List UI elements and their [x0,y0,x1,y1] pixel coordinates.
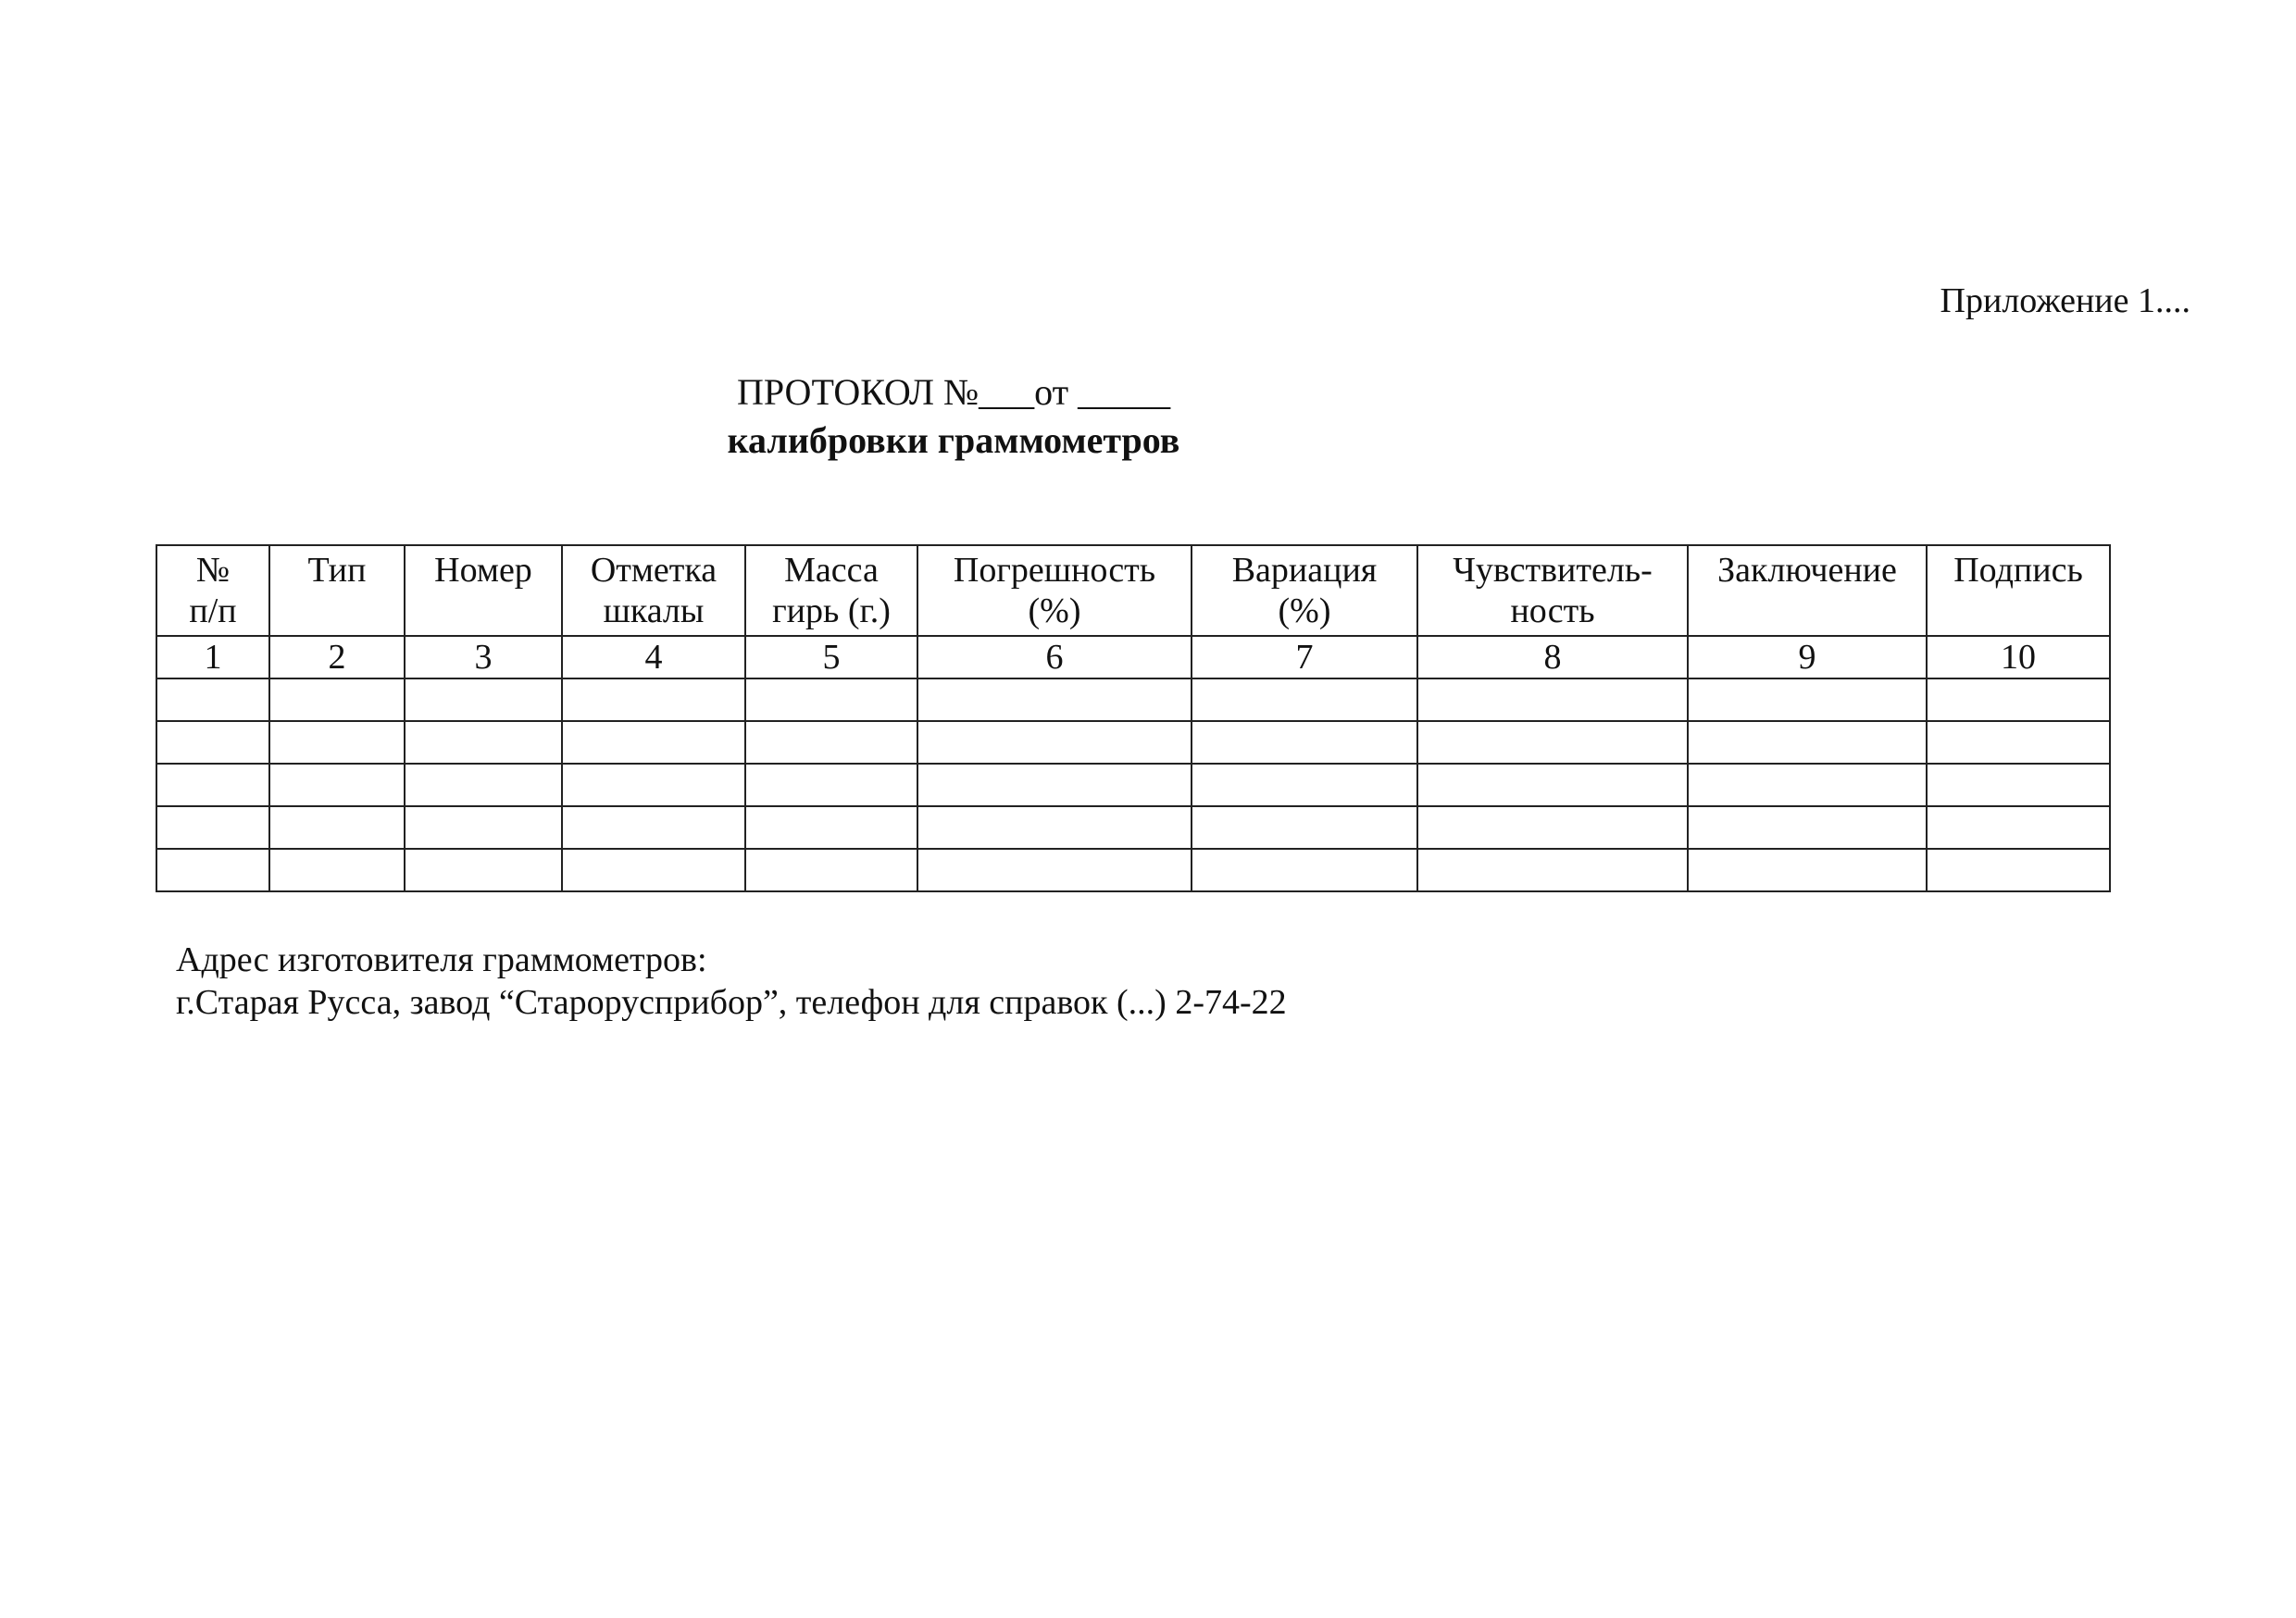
table-cell [1192,678,1417,721]
header-cell-weight-mass: Масса гирь (г.) [745,545,917,636]
table-cell [1192,849,1417,891]
table-cell [156,849,269,891]
protocol-subtitle: калибровки граммометров [727,419,1180,461]
table-cell [156,806,269,849]
table-cell [562,849,745,891]
header-cell-index: № п/п [156,545,269,636]
column-number: 8 [1417,636,1688,678]
header-row [156,545,2110,636]
table-cell [1927,721,2110,764]
table-cell [562,806,745,849]
table-cell [745,849,917,891]
header-cell-scale-mark: Отметка шкалы [562,545,745,636]
table-cell [1417,678,1688,721]
header-cell-variation: Вариация (%) [1192,545,1417,636]
table-cell [1688,806,1927,849]
table-cell [562,721,745,764]
table-cell [405,849,562,891]
header-cell-signature: Подпись [1927,545,2110,636]
header-cell-type: Тип [269,545,405,636]
column-number: 1 [156,636,269,678]
table-cell [1192,764,1417,806]
table-cell [1417,764,1688,806]
table-cell [1417,721,1688,764]
column-number: 10 [1927,636,2110,678]
protocol-table [156,544,2111,892]
title-block [0,368,2296,465]
address-details: г.Старая Русса, завод “Старорусприбор”, телефон для справок (...) 2-74-22 [176,983,1287,1022]
table-cell [917,849,1192,891]
table-cell [562,678,745,721]
table-cell [1927,849,2110,891]
table-cell [745,764,917,806]
table-cell [745,806,917,849]
table-cell [917,721,1192,764]
column-number: 6 [917,636,1192,678]
header-cell-error: Погрешность (%) [917,545,1192,636]
table-cell [156,764,269,806]
table-cell [1688,721,1927,764]
header-cell-number: Номер [405,545,562,636]
table-cell [269,806,405,849]
table-cell [917,764,1192,806]
table-cell [405,806,562,849]
table-cell [1927,764,2110,806]
table-cell [1688,678,1927,721]
table-cell [269,849,405,891]
table-cell [1927,806,2110,849]
column-number-row [156,636,2110,678]
table-row [156,678,2110,721]
table-cell [1192,721,1417,764]
table-cell [156,721,269,764]
table-cell [405,721,562,764]
table-cell [1688,764,1927,806]
table-cell [1192,806,1417,849]
table-cell [1688,849,1927,891]
table-cell [269,721,405,764]
table-cell [917,806,1192,849]
manufacturer-address [176,939,1287,1024]
table-cell [562,764,745,806]
column-number: 3 [405,636,562,678]
column-number: 7 [1192,636,1417,678]
table-cell [405,764,562,806]
table-row [156,764,2110,806]
table-cell [745,721,917,764]
address-heading: Адрес изготовителя граммометров: [176,940,707,979]
table-cell [745,678,917,721]
table-row [156,849,2110,891]
empty-rows [156,678,2110,891]
appendix-label: Приложение 1.... [1940,281,2190,320]
table-cell [269,764,405,806]
table-cell [1417,806,1688,849]
table-row [156,806,2110,849]
table-cell [405,678,562,721]
table-row [156,721,2110,764]
column-number: 9 [1688,636,1927,678]
column-number: 5 [745,636,917,678]
table-cell [917,678,1192,721]
header-cell-conclusion: Заключение [1688,545,1927,636]
table-cell [1417,849,1688,891]
column-number: 4 [562,636,745,678]
table-cell [269,678,405,721]
protocol-title: ПРОТОКОЛ №___от _____ [736,371,1171,413]
table-cell [1927,678,2110,721]
table-cell [156,678,269,721]
column-number: 2 [269,636,405,678]
header-cell-sensitivity: Чувствитель- ность [1417,545,1688,636]
